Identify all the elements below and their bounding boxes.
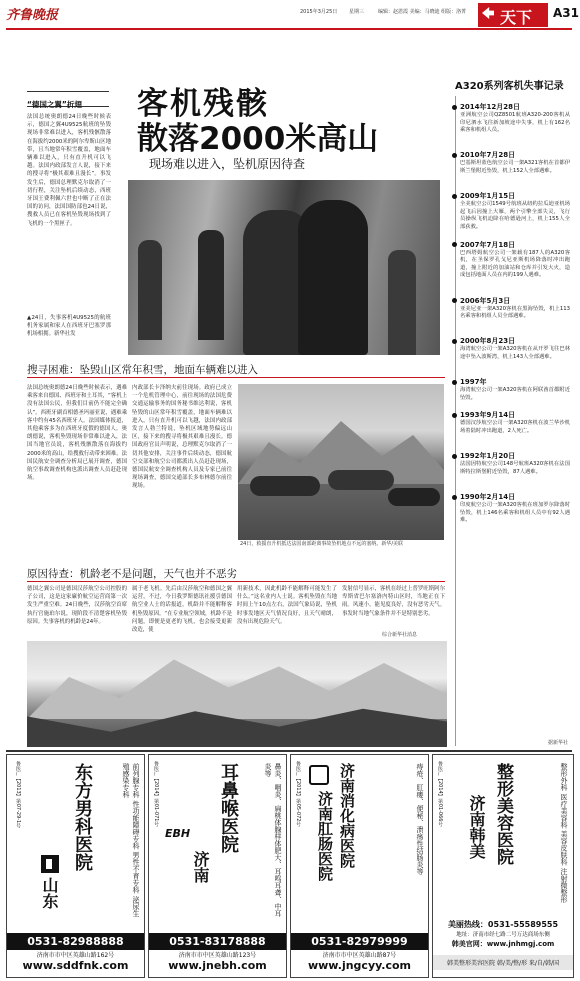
section-badge — [478, 3, 548, 27]
ad4-address: 地址：济南市经七路二号万达商场东侧 — [456, 932, 550, 938]
timeline-date-text: 1993年9月14日 — [460, 411, 516, 420]
timeline-date-text: 2014年12月28日 — [460, 103, 520, 111]
ad3-url[interactable]: www.jngcyy.com — [307, 959, 411, 972]
ad1-services: 前列腺专科 性功能障碍专科 男性不育专科 泌尿生殖感染专科 — [122, 763, 140, 917]
timeline-dot-icon — [452, 495, 457, 500]
staff-line: 编辑：赵恩霞 美编：马晓迪 组版：洛菁 — [378, 9, 467, 15]
ad4-name: 整形美容医院 — [493, 763, 513, 865]
timeline-item — [452, 451, 570, 476]
snow-peaks — [27, 649, 447, 719]
timeline-text: 巴基斯坦蓝色航空公司一架A321客机在首都伊斯兰堡附近坠毁，机上152人全部遇难。 — [460, 160, 570, 174]
ad2-license: 鲁医广【2014】第01-071号 — [153, 761, 159, 827]
ad4-license: 鲁医广【2014】第01-066号 — [437, 761, 443, 827]
timeline-date — [452, 410, 570, 420]
lead-photo-caption: ▲24日，失事客机4U9525的航班机务家属和家人在西班牙巴塞罗那机场相拥。新华社发 — [27, 315, 111, 338]
timeline-text: 海湾航空公司一架A320客机在阿联酋首都附近坠毁。 — [460, 387, 570, 401]
timeline-text: 德国汉莎航空公司一架A320客机在波兰华沙机场着陆时冲出跑道，2人死亡。 — [460, 420, 570, 434]
timeline-date — [452, 296, 570, 306]
timeline-dot-icon — [452, 194, 457, 199]
ad4-footer: 韩美整形美容医院 韩/美/整/形 来/自/韩/国 — [433, 955, 573, 970]
timeline-date-text: 1992年1月20日 — [460, 452, 516, 461]
timeline-date — [452, 451, 570, 461]
timeline-text: 法国因特航空公司148号航班A320客机在法国斯特拉斯堡附近坠毁，87人遇难。 — [460, 461, 570, 475]
cause-heading: 原因待查：机龄老不是问题，天气也并不恶劣 — [27, 568, 237, 580]
helicopter-shape-1 — [250, 476, 320, 496]
cause-col-2: 属于老飞机。先后由汉莎航空和德国之翼运营，不过，今日我罗斯德讯社援引德国航空业人士的话报道，机龄并不能解释客机坠毁原因。“在专业航空领域，机龄不是问题，即便是更老的飞机，也会接受更新改造，使 — [132, 586, 232, 634]
headline-line-1: 客机残骸 — [137, 86, 269, 122]
headline-line-2: 散落2000米高山 — [137, 121, 379, 157]
search-heading-rule — [27, 377, 445, 378]
cause-col-4: 发射信号显示，客机在经过上普罗旺斯阿尔卑斯省巴尔塞洛内特山区时，当地正在下雨。风速小，能见度良好，没有恶劣天气。事发时当地气象条件并不是特别恶劣。 — [342, 586, 445, 617]
ad4-services: 整形外科 医疗美容科 美容皮肤科 注射微整形 — [560, 763, 568, 903]
timeline-date — [452, 377, 570, 387]
timeline-text: 亚洲航空公司QZ8501航班A320-200客机从印尼泗水飞往新加坡途中失事，机上有162名乘客和机组人员。 — [460, 112, 570, 134]
timeline-date-text: 1997年 — [460, 378, 487, 387]
timeline-date — [452, 150, 570, 160]
masthead-rule — [6, 28, 572, 30]
helicopter-shape-2 — [328, 470, 394, 490]
ad1-url[interactable]: www.sddfnk.com — [22, 959, 129, 972]
search-photo — [238, 384, 444, 540]
ad1-license: 鲁医广【2013】第07-29-1号 — [15, 761, 21, 829]
search-col-2: 内政部长卡泽纳夫前往现场。政府已成立一个危机管理中心，前往现场的法国危费交通运输事务的国务秘书维达利说，客机坠毁的山区常年积雪覆盖，地面车辆难以进入，只有直升机可以飞越，法国内政部发言人勃兰特说，坠机区域地势偏远山区，接下来的搜寻将极其艰难且漫长。德国政府官员声明说，总理默克尔取消了一切其他安排，关注事件后续动态，德国航空交部和航空公司都派出人员赶赴现场，德国民航安全调查机构人员及专家已前往现场调查，德国交通部长多布林德尔前往现场。 — [132, 385, 232, 490]
timeline-item — [452, 296, 570, 321]
date-line: 2015年3月25日 — [300, 9, 338, 15]
ad1-name: 东方男科医院 — [72, 763, 93, 871]
timeline-item — [452, 191, 570, 231]
mountain-panorama — [27, 641, 447, 747]
timeline-dot-icon — [452, 153, 457, 158]
ad1-address: 济南市市中区英雄山路162号 — [36, 952, 115, 959]
timeline-item — [452, 410, 570, 435]
timeline-item — [452, 240, 570, 280]
arrow-icon — [482, 7, 494, 19]
ad2-logo: EBH — [165, 827, 191, 840]
timeline-date — [452, 336, 570, 346]
weekday: 星期三 — [349, 9, 365, 15]
timeline-date-text: 2009年1月15日 — [460, 192, 516, 201]
ads-divider — [6, 750, 572, 752]
timeline-date-text: 2000年8月23日 — [460, 337, 516, 346]
lead-photo — [128, 180, 440, 355]
photo-figure-4 — [198, 230, 224, 340]
timeline-date — [452, 102, 570, 112]
paper-logo: 齐鲁晚报 — [6, 8, 59, 23]
ad3-logo-icon — [309, 765, 329, 785]
ad4-url[interactable]: 韩美官网：www.jnhmgj.com — [451, 940, 555, 948]
timeline-dot-icon — [452, 242, 457, 247]
timeline-date — [452, 240, 570, 250]
ad-cosmetic-hospital[interactable] — [432, 754, 574, 978]
ad2-url[interactable]: www.jnebh.com — [168, 959, 267, 972]
ad3-phone: 0531-82979999 — [291, 933, 428, 950]
timeline-title: A320系列客机失事记录 — [455, 81, 564, 92]
timeline-dot-icon — [452, 380, 457, 385]
timeline-date-text: 1990年2月14日 — [460, 493, 516, 501]
timeline-text: 全美航空公司1549号航班从纽约拉瓜迪亚机场起飞后因撞上大雁，两个引擎全部失灵，飞行员操纵飞机迫降在哈德逊河上，机上155人全部获救。 — [460, 201, 570, 230]
subheadline: 现场难以进入，坠机原因待查 — [149, 157, 306, 171]
timeline-dot-icon — [452, 339, 457, 344]
ad4-phone: 美丽热线：0531-55589555 — [447, 920, 559, 929]
timeline-dot-icon — [452, 105, 457, 110]
page-number: A31 — [553, 6, 579, 20]
timeline-item — [452, 102, 570, 135]
helicopter-shape-3 — [388, 488, 440, 506]
timeline-text: 亚美尼亚一架A320客机在黑海坠毁，机上113名乘客和机组人员全部遇难。 — [460, 305, 570, 320]
photo-figure-3 — [138, 240, 162, 340]
timeline-date-text: 2007年7月18日 — [460, 240, 516, 249]
timeline-dot-icon — [452, 298, 457, 303]
photo-figure-2 — [298, 200, 368, 355]
search-heading: 搜寻困难：坠毁山区常年积雪，地面车辆难以进入 — [27, 364, 258, 376]
timeline-item — [452, 377, 570, 402]
timeline-text: 海湾航空公司一架A320客机在从开罗飞往巴林途中坠入波斯湾，机上143人全部遇难。 — [460, 346, 570, 360]
ad3-name: 济南消化病医院 — [338, 763, 356, 868]
timeline-item — [452, 150, 570, 175]
timeline-dot-icon — [452, 413, 457, 418]
ad1-phone: 0531-82988888 — [7, 933, 144, 950]
ad3-services: 痔疮、肛瘘、便秘、溃疡性结肠炎等 — [416, 763, 424, 875]
ad3-name-2: 济南肛肠医院 — [316, 791, 334, 881]
ad2-name: 耳鼻喉医院 — [218, 763, 239, 853]
kicker: “德国之翼”折翅 — [27, 91, 109, 107]
timeline-dot-icon — [452, 454, 457, 459]
cause-heading-rule — [27, 581, 445, 582]
timeline-date-text: 2010年7月28日 — [460, 151, 516, 160]
timeline — [452, 102, 574, 747]
timeline-date — [452, 191, 570, 201]
ad2-city: 济南 — [191, 851, 210, 883]
ad-digestive-hospital[interactable] — [290, 754, 429, 978]
timeline-date-text: 2006年5月3日 — [460, 296, 511, 305]
section-title: 天下 — [500, 8, 533, 27]
ad2-phone: 0531-83178888 — [149, 933, 286, 950]
timeline-text: 巴西塔姆航空公司一架载有187人的A320客机，在圣保罗孔戈尼亚斯机场降落时冲出跑道，撞上附近的加油站和仓库并引发大火，造成包括地面人员在内的199人遇难。 — [460, 249, 570, 279]
photo-figure-5 — [388, 250, 416, 355]
ad2-services: 鼻炎、咽炎、扁桃体腺样体肥大、耳鸣耳聋、中耳炎等 — [264, 763, 282, 917]
timeline-item — [452, 492, 570, 525]
cause-col-1: 德国之翼公司是德国汉莎航空公司控股的子公司，这是这家廉价航空运营商第一次发生严重空难。24日晚些，汉莎航空首席执行官施珀尔说，现阶段不清楚客机坠毁原因。失事客机的机龄是24年。 — [27, 586, 127, 625]
ad1-city: 山东 — [40, 877, 59, 909]
ad3-license: 鲁医广【2013】第05-072号 — [295, 761, 301, 827]
timeline-source: 据新华社 — [547, 740, 568, 746]
ad-andrology-hospital[interactable] — [6, 754, 145, 978]
ad2-address: 济南市市中区英雄山路123号 — [178, 952, 257, 959]
timeline-date — [452, 492, 570, 502]
ad4-city: 济南韩美 — [467, 795, 486, 859]
timeline-item — [452, 336, 570, 361]
intro-text: 法国总统奥朗德24日晚些时候表示，德国之翼4U9525航班的坠毁现场非常难以进入，客机残骸散落在海拔约2000米的阿尔卑斯山区地带，且当地常年积雪覆盖，地面车辆难以进入，只有直升机可以飞越。法国内政部发言人说，接下来的搜寻将“极其艰难且漫长”。事发发生后，德国总理默克尔取消了一切行程，关注坠机后续动态，西班牙国王费利佩六世也中断了正在法国的访问，法国国防部也24日说，搜救人员已在客机坠毁现场找到了飞机的一个黑匣子。 — [27, 114, 111, 227]
ad1-logo-icon — [41, 855, 59, 873]
timeline-text: 印度航空公司一架A320客机在班加罗尔降落时坠毁，机上146名乘客和机组人员中有92人遇难。 — [460, 502, 570, 524]
ad3-address: 济南市市中区英雄山路87号 — [322, 952, 397, 959]
cause-col-3: 用新技术，因此机龄不能解释可能发生了什么。”这名业内人士说。客机坠毁在当地时间上午10点左右，法国气象局说，坠机时事发地区天气情况良好，且天气晴朗，没有出现危险天气。 — [237, 586, 337, 625]
cause-source: 综合新华社消息 — [382, 632, 418, 638]
search-col-1: 法国总统奥朗德24日晚些时候表示，遇难乘客来自德国、西班牙和土耳其，“客机上没有法国公民，但我们目前仍不能完全确认”。西班牙副首相德圣玛丽亚说，遇难乘客中约有45名西班牙人。法国媒体报道，其他乘客多为在西班牙度假的德国人。奥朗德说，客机坠毁现场非常难以进入，法国当地官员说，客机残骸散落在海拔约2000米的高山，给搜救行动带来困难。法国民航安全调查分析局已展开调查，德国航空事故调查机构也派出调查人员赶赴现场。 — [27, 385, 127, 482]
search-photo-caption: 24日，救援直升机抵达法国南部距离事故坠机地点不远的塞纳。新华/美联 — [240, 541, 404, 547]
ad-ent-hospital[interactable] — [148, 754, 287, 978]
